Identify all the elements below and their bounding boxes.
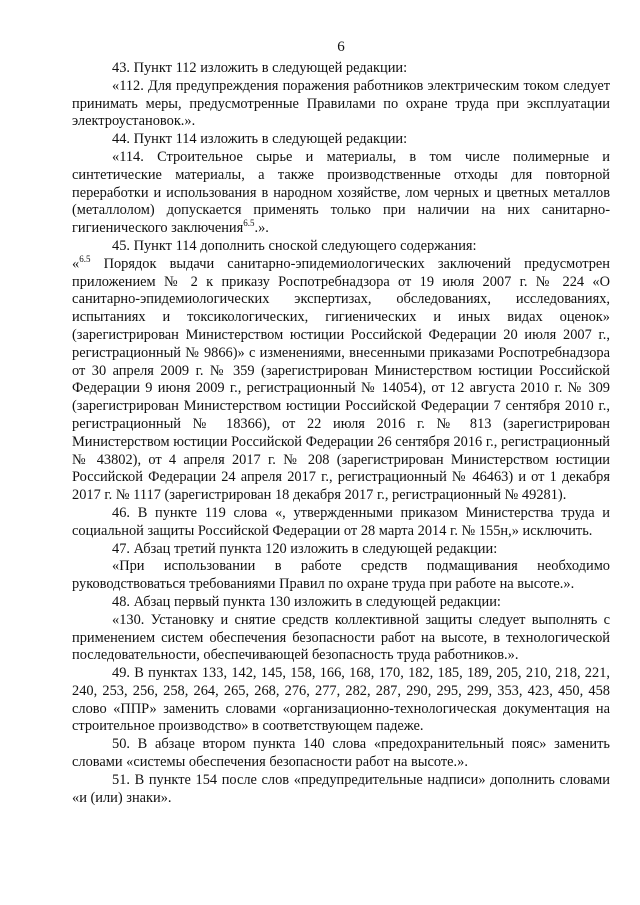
paragraph-114-text <box>72 149 610 238</box>
document-page <box>72 38 610 807</box>
paragraph-114-body: «114. Строительное сырье и материалы, в том числе полимерные и синтетические материалы, а также производственные отходы для повторной переработки и использования в народном хозяйстве, лом черных и цветных металлов (металлолом) допускается применять только при наличии на них санитарно-гигиенического заключения <box>72 148 610 237</box>
paragraph-45: 45. Пункт 114 дополнить сноской следующего содержания: <box>112 237 477 254</box>
footnote-open-quote: « <box>72 255 80 272</box>
footnote-6-5-text <box>72 253 610 505</box>
footnote-body: Порядок выдачи санитарно-эпидемиологических заключений предусмотрен приложением № 2 к приказу Роспотребнадзора от 19 июля 2007 г. № 224 «О санитарно-эпидемиологических экспертизах, обследованиях, исследованиях, испытаниях и токсикологических, гигиенических и иных видах оценок» (зарегистрирован Министерством юстиции Российской Федерации 20 июля 2007 г., регистрационный № 9866)» с изменениями, внесенными приказами Роспотребнадзора от 30 апреля 2009 г. № 359 (зарегистрирован Министерством юстиции Российской Федерации 9 июня 2009 г., регистрационный № 14054), от 12 августа 2010 г. № 309 (зарегистрирован Министерством юстиции Российской Федерации 7 сентября 2010 г., регистрационный № 18366), от 22 июля 2016 г. № 813 (зарегистрирован Министерством юстиции Российской Федерации 26 сентября 2016 г., регистрационный № 43802), от 4 апреля 2017 г. № 208 (зарегистрирован Министерством юстиции Российской Федерации 24 апреля 2017 г., регистрационный № 46463) и от 1 декабря 2017 г. № 1117 (зарегистрирован 18 декабря 2017 г., регистрационный № 49281). <box>72 255 610 504</box>
paragraph-46: 46. В пункте 119 слова «, утвержденными приказом Министерства труда и социальной защиты Российской Федерации от 28 марта 2014 г. № 155н,» исключить. <box>72 504 610 539</box>
paragraph-44: 44. Пункт 114 изложить в следующей редакции: <box>112 131 408 148</box>
paragraph-112-text: «112. Для предупреждения поражения работников электрическим током следует принимать меры, предусмотренные Правилами по охране труда при эксплуатации электроустановок.». <box>72 77 610 130</box>
paragraph-50: 50. В абзаце втором пункта 140 слова «предохранительный пояс» заменить словами «системы обеспечения безопасности работ на высоте.». <box>72 736 610 771</box>
footnote-ref-6-5: 6.5 <box>243 218 255 229</box>
paragraph-114-tail: .». <box>254 220 269 237</box>
paragraph-49: 49. В пунктах 133, 142, 145, 158, 166, 168, 170, 182, 185, 189, 205, 210, 218, 221, 240, 253, 256, 258, 264, 265, 268, 276, 277, 282, 287, 290, 295, 299, 353, 423, 450, 458 слово «ППР» заменить словами «организационно-технологическая документация на строительное производство» в соответствующем падеже. <box>72 665 610 735</box>
paragraph-48: 48. Абзац первый пункта 130 изложить в следующей редакции: <box>112 593 501 610</box>
footnote-marker-6-5: 6.5 <box>79 253 91 264</box>
page-number: 6 <box>337 39 345 55</box>
paragraph-43: 43. Пункт 112 изложить в следующей редакции: <box>112 60 408 76</box>
paragraph-130-text: «130. Установку и снятие средств коллективной защиты следует выполнять с применением систем обеспечения безопасности работ на высоте, в технологической последовательности, обеспечивающей безопасность труда работников.». <box>72 611 610 664</box>
paragraph-47: 47. Абзац третий пункта 120 изложить в следующей редакции: <box>112 540 498 557</box>
paragraph-120-text: «При использовании в работе средств подмащивания необходимо руководствоваться требованиями Правил по охране труда при работе на высоте.». <box>72 558 610 593</box>
paragraph-51: 51. В пункте 154 после слов «предупредительные надписи» дополнить словами «и (или) знаки». <box>72 771 610 806</box>
